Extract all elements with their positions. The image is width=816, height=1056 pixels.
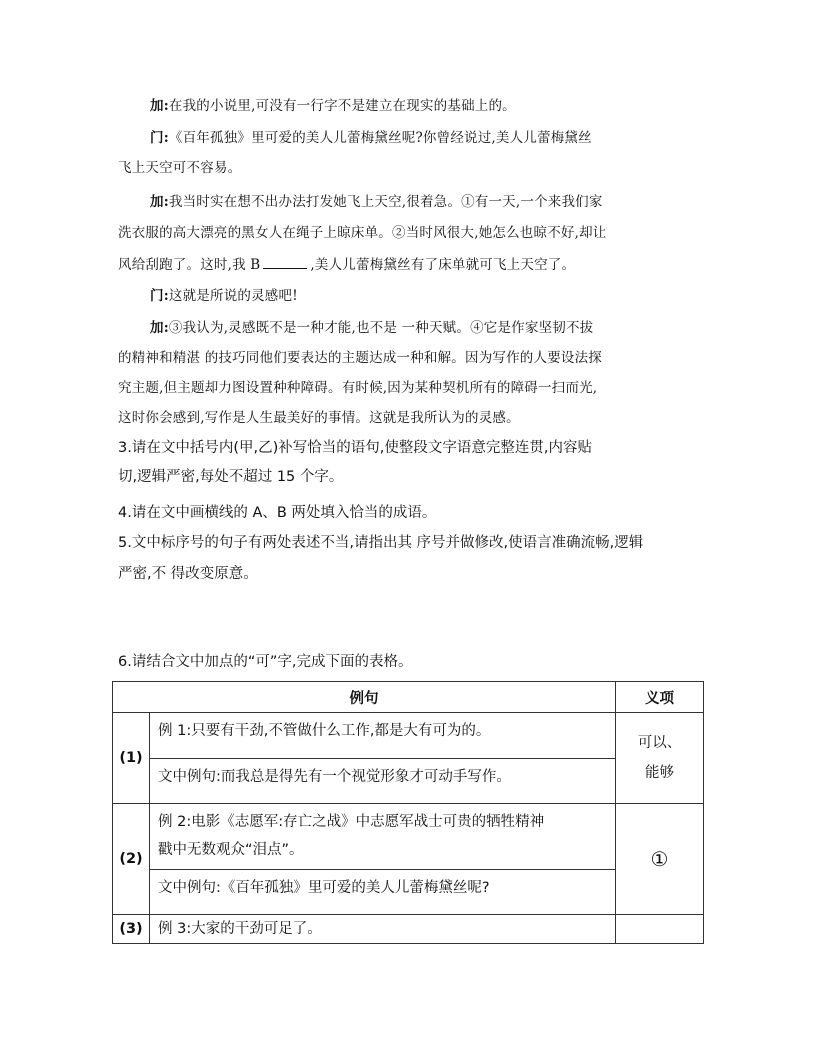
dialogue-line-3 (118, 192, 740, 212)
meaning-cell (616, 713, 704, 804)
meaning-answer-slot[interactable] (616, 915, 704, 944)
example-sentence: 例 3:大家的干劲可足了。 (150, 915, 616, 944)
row-number: (3) (113, 915, 150, 944)
meaning-line: 能够 (645, 765, 674, 781)
dialogue-line-5-cont3 (118, 408, 708, 428)
dialogue-text: 在我的小说里,可没有一行字不是建立在现实的基础上的。 (168, 98, 516, 114)
dialogue-line-3-cont2 (118, 255, 708, 275)
dialogue-line-4 (118, 286, 740, 306)
example-line: 例 2:电影《志愿军:存亡之战》中志愿军战士可贵的牺牲精神 (158, 814, 545, 830)
example-sentence (150, 804, 616, 870)
dialogue-text: 洗衣服的高大漂亮的黑女人在绳子上晾床单。②当时风很大,她怎么也晾不好,却让 (118, 225, 607, 241)
dialogue-text: ③我认为,灵感既不是一种才能,也不是 一种天赋。④它是作家坚韧不拔 (168, 320, 594, 336)
dialogue-line-5-cont (118, 348, 708, 368)
example-line: 戳中无数观众“泪点”。 (158, 842, 304, 858)
dialogue-line-1 (118, 96, 740, 116)
dialogue-text: 《百年孤独》里可爱的美人儿蕾梅黛丝呢?你曾经说过,美人儿蕾梅黛丝 (168, 130, 592, 146)
dialogue-text: 这就是所说的灵感吧! (168, 288, 298, 304)
row-number: (2) (113, 804, 150, 915)
question-5-line-2: 严密,不 得改变原意。 (118, 566, 258, 582)
question-3-line-2: 切,逻辑严密,每处不超过 15 个字。 (118, 469, 344, 485)
dialogue-text: 这时你会感到,写作是人生最美好的事情。这就是我所认为的灵感。 (118, 410, 520, 426)
header-example: 例句 (113, 682, 616, 713)
dialogue-text: 究主题,但主题却力图设置种种障碍。有时候,因为某种契机所有的障碍一扫而光, (118, 380, 598, 396)
dialogue-line-2-cont (118, 158, 708, 178)
speaker-label: 门: (150, 288, 169, 304)
table-row (113, 713, 704, 759)
row-number: (1) (113, 713, 150, 804)
meaning-table (112, 681, 704, 944)
dialogue-text: 风给刮跑了。这时,我 B (118, 257, 261, 273)
dialogue-line-5-cont2 (118, 378, 708, 398)
dialogue-text: ,美人儿蕾梅黛丝有了床单就可飞上天空了。 (310, 257, 576, 273)
table-row (113, 758, 704, 804)
question-4: 4.请在文中画横线的 A、B 两处填入恰当的成语。 (118, 505, 437, 521)
dialogue-line-5 (118, 318, 740, 338)
dialogue-line-2 (118, 128, 740, 148)
text-example-sentence: 文中例句:《百年孤独》里可爱的美人儿蕾梅黛丝呢? (150, 869, 616, 914)
dialogue-text: 我当时实在想不出办法打发她飞上天空,很着急。①有一天,一个来我们家 (168, 194, 603, 210)
speaker-label: 加: (150, 98, 169, 114)
question-6: 6.请结合文中加点的“可”字,完成下面的表格。 (118, 654, 413, 670)
meaning-line: 可以、 (637, 735, 682, 751)
question-5-line-1: 5.文中标序号的句子有两处表述不当,请指出其 序号并做修改,使语言准确流畅,逻辑 (118, 535, 644, 551)
speaker-label: 加: (150, 320, 169, 336)
question-3-line-1: 3.请在文中括号内(甲,乙)补写恰当的语句,使整段文字语意完整连贯,内容贴 (118, 440, 592, 456)
table-row (113, 804, 704, 870)
dialogue-text: 飞上天空可不容易。 (118, 160, 242, 176)
table-row (113, 915, 704, 944)
speaker-label: 门: (150, 130, 169, 146)
blank-b[interactable] (263, 256, 307, 269)
example-sentence: 例 1:只要有干劲,不管做什么工作,都是大有可为的。 (150, 713, 616, 759)
speaker-label: 加: (150, 194, 169, 210)
dialogue-line-3-cont (118, 223, 708, 243)
text-example-sentence: 文中例句:而我总是得先有一个视觉形象才可动手写作。 (150, 758, 616, 804)
meaning-answer-slot[interactable]: ① (616, 804, 704, 915)
table-header-row (113, 682, 704, 713)
dialogue-text: 的精神和精湛 的技巧同他们要表达的主题达成一种和解。因为写作的人要设法探 (118, 350, 602, 366)
table-row (113, 869, 704, 914)
header-meaning: 义项 (616, 682, 704, 713)
